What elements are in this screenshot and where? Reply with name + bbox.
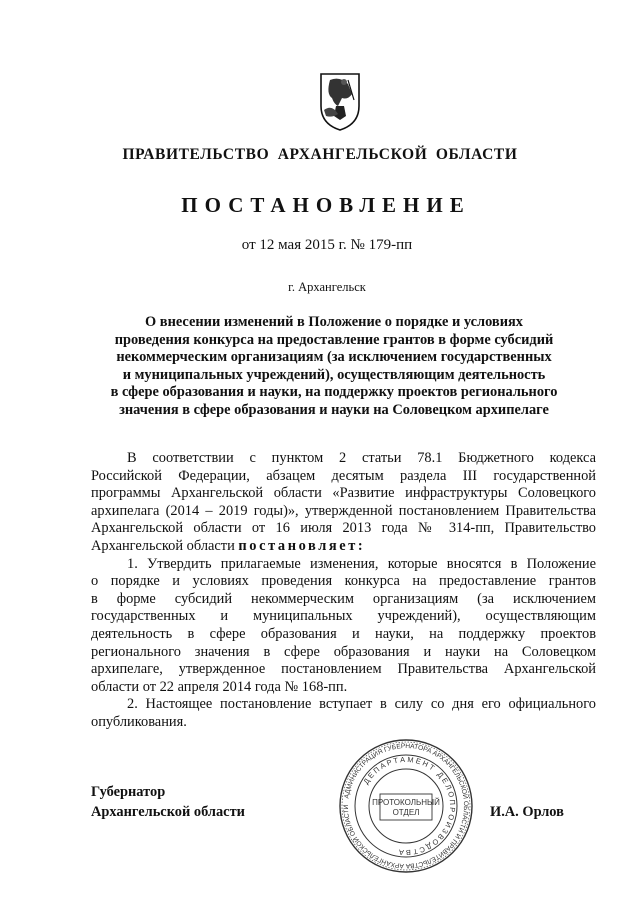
stamp-outer-ring-text: АДМИНИСТРАЦИЯ ГУБЕРНАТОРА АРХАНГЕЛЬСКОЙ ОБЛАСТИ И ПРАВИТЕЛЬСТВА АРХАНГЕЛЬСКОЙ ОБЛАСТИ (342, 742, 470, 870)
decree-word: постановляет: (238, 537, 366, 554)
item1-line: регионального значения в сфере образования и науки на Соловецком (91, 643, 596, 660)
subject-line: и муниципальных учреждений), осуществляющим деятельность (122, 366, 546, 383)
official-seal-stamp (338, 738, 474, 874)
signatory-title-line: Архангельской области (91, 804, 245, 820)
stamp-inner-line2: ОТДЕЛ (392, 808, 420, 817)
item1-line: области от 22 апреля 2014 года № 168-пп. (91, 678, 348, 695)
signatory-name: И.А. Орлов (490, 804, 564, 820)
item1-line: архипелаге, утвержденное постановлением Правительства Архангельской (91, 661, 596, 678)
preamble-line: Российской Федерации, абзацем десятым раздела III государственной (91, 467, 596, 484)
preamble-line: архипелага (2014 – 2019 годы)», утвержденной постановлением Правительства (91, 502, 596, 519)
item1-line: в форме субсидий некоммерческим организациям (за исключением (91, 590, 596, 607)
signatory-title (91, 782, 245, 822)
preamble-line: программы Архангельской области «Развитие инфраструктуры Соловецкого (91, 485, 596, 502)
document-city: г. Архангельск (288, 280, 366, 294)
subject-line: в сфере образования и науки, на поддержку проектов регионального (110, 384, 558, 401)
preamble-line: В соответствии с пунктом 2 статьи 78.1 Бюджетного кодекса (127, 450, 596, 466)
subject-line: О внесении изменений в Положение о порядке и условиях (145, 314, 523, 330)
subject-line: значения в сфере образования и науки на Соловецком архипелаге (119, 401, 549, 418)
subject-line: некоммерческим организациям (за исключением государственных (116, 349, 552, 366)
document-type: ПОСТАНОВЛЕНИЕ (181, 193, 471, 217)
item1-line: деятельность в сфере образования и науки, на поддержку проектов (91, 625, 596, 642)
item2-line: опубликования. (91, 713, 187, 730)
document-date-number: от 12 мая 2015 г. № 179-пп (241, 237, 413, 253)
signatory-title-line: Губернатор (91, 784, 166, 800)
preamble-line (91, 538, 596, 556)
item1-line: 1. Утвердить прилагаемые изменения, которые вносятся в Положение (127, 555, 596, 572)
item2-line: 2. Настоящее постановление вступает в силу со дня его официального (127, 696, 596, 713)
item1-line: государственных и муниципальных учреждений), осуществляющим (91, 608, 596, 625)
document-subject (95, 314, 573, 420)
preamble-last-text: Архангельской области (91, 537, 235, 554)
coat-of-arms-emblem (318, 70, 362, 132)
government-title: ПРАВИТЕЛЬСТВО АРХАНГЕЛЬСКОЙ ОБЛАСТИ (122, 146, 518, 163)
item1-line: о порядке и условиях проведения конкурса на предоставление грантов (91, 573, 596, 590)
subject-line: проведения конкурса на предоставление грантов в форме субсидий (114, 331, 554, 348)
stamp-inner-line1: ПРОТОКОЛЬНЫЙ (372, 798, 440, 807)
document-body (91, 450, 596, 732)
preamble-line: Архангельской области от 16 июля 2013 года № 314-пп, Правительство (91, 520, 596, 537)
stamp-inner-ring-text: ДЕПАРТАМЕНТ ДЕЛОПРОИЗВОДСТВА (361, 754, 458, 858)
